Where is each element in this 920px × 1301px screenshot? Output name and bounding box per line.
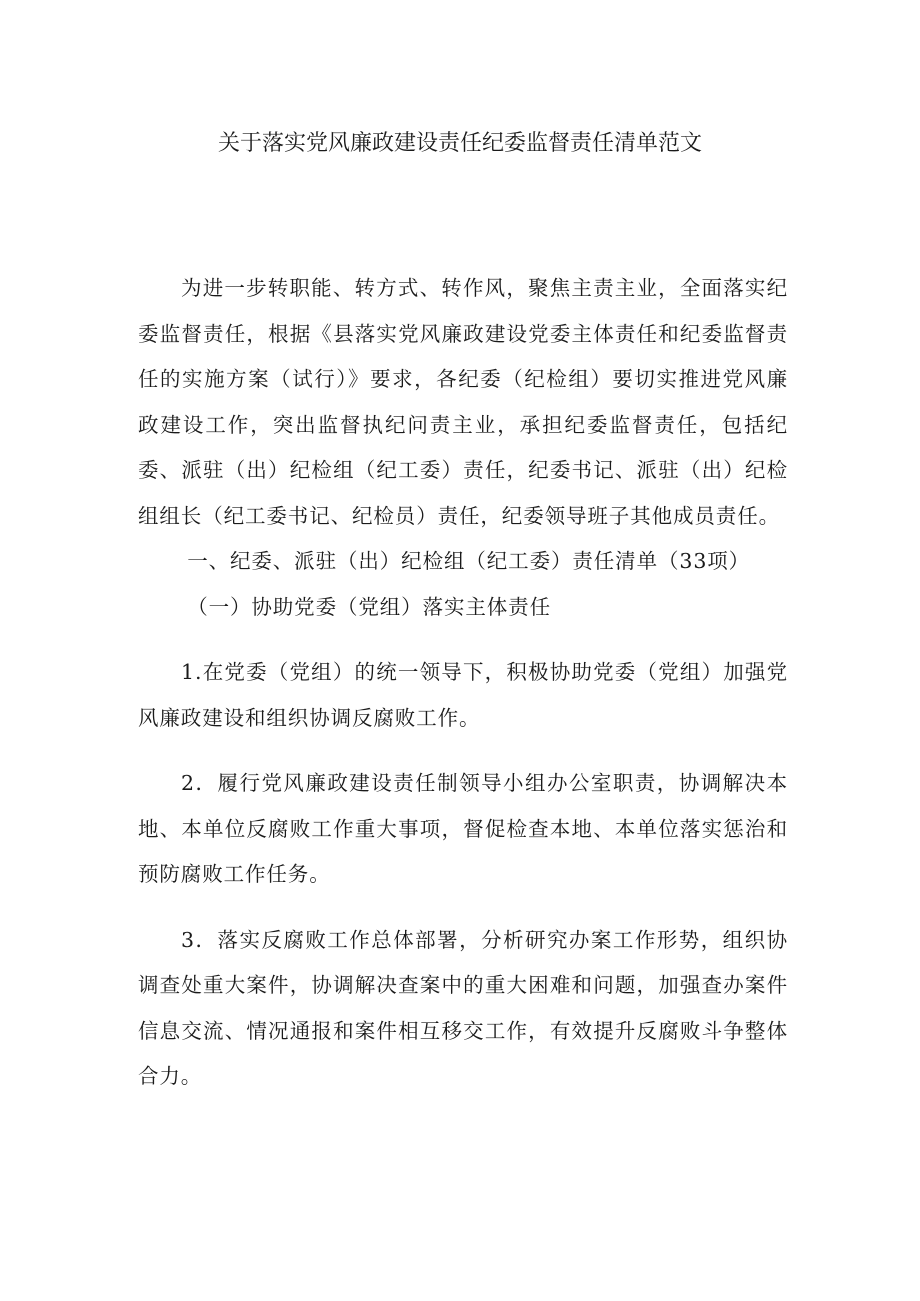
list-item-2: 2．履行党风廉政建设责任制领导小组办公室职责，协调解决本地、本单位反腐败工作重大事项，督促检查本地、本单位落实惩治和预防腐败工作任务。	[138, 771, 788, 886]
list-item-1: 1.在党委（党组）的统一领导下，积极协助党委（党组）加强党风廉政建设和组织协调反腐败工作。	[138, 660, 788, 730]
subsection-heading: （一）协助党委（党组）落实主体责任	[187, 594, 551, 619]
document-body	[138, 266, 788, 1100]
intro-paragraph: 为进一步转职能、转方式、转作风，聚焦主责主业，全面落实纪委监督责任，根据《县落实党风廉政建设党委主体责任和纪委监督责任的实施方案（试行）》要求，各纪委（纪检组）要切实推进党风廉政建设工作，突出监督执纪问责主业，承担纪委监督责任，包括纪委、派驻（出）纪检组（纪工委）责任，纪委书记、派驻（出）纪检组组长（纪工委书记、纪检员）责任，纪委领导班子其他成员责任。	[138, 276, 788, 528]
list-item-3: 3．落实反腐败工作总体部署，分析研究办案工作形势，组织协调查处重大案件，协调解决查案中的重大困难和问题，加强查办案件信息交流、情况通报和案件相互移交工作，有效提升反腐败斗争整体合力。	[138, 927, 788, 1088]
section-heading: 一、纪委、派驻（出）纪检组（纪工委）责任清单（33项）	[187, 549, 751, 573]
document-title: 关于落实党风廉政建设责任纪委监督责任清单范文	[217, 131, 702, 156]
